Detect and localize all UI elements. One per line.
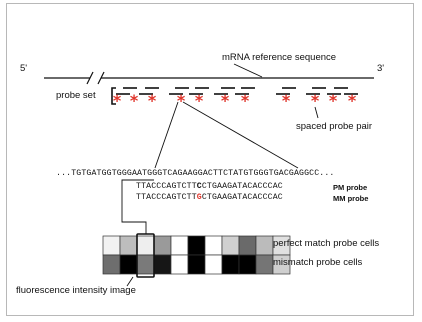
- pm-probe-label: PM probe: [333, 183, 368, 192]
- three-prime-label: 3': [377, 63, 385, 74]
- star-icon: *: [147, 91, 157, 110]
- reference-line: [44, 72, 374, 84]
- mismatch-cell: [137, 255, 154, 274]
- reference-sequence-label: mRNA reference sequence: [222, 52, 337, 63]
- mismatch-star-icons: [113, 91, 357, 110]
- perfect-match-cell: [103, 236, 120, 255]
- mismatch-cell: [120, 255, 137, 274]
- star-icon: *: [347, 91, 357, 110]
- zoom-lines: [155, 102, 298, 168]
- fluorescence-image-label: fluorescence intensity image: [16, 285, 136, 296]
- probe-cell-grid: [103, 236, 290, 274]
- mismatch-cell: [188, 255, 205, 274]
- mismatch-cell: [171, 255, 188, 274]
- perfect-match-cell: [188, 236, 205, 255]
- probe-set-label: probe set: [56, 90, 96, 101]
- star-icon: *: [281, 91, 291, 110]
- spaced-probe-pair-label: spaced probe pair: [296, 121, 373, 132]
- mismatch-cell: [205, 255, 222, 274]
- star-icon: *: [176, 91, 186, 110]
- perfect-match-cell: [256, 236, 273, 255]
- reference-leader: [234, 64, 262, 77]
- mismatch-cell: [222, 255, 239, 274]
- perfect-match-cell: [171, 236, 188, 255]
- mm-probe-sequence: TTACCCAGTCTTGCTGAAGATACACCCAC: [136, 193, 283, 202]
- star-icon: *: [220, 91, 230, 110]
- perfect-match-cell: [222, 236, 239, 255]
- star-icon: *: [240, 91, 250, 110]
- star-icon: *: [129, 91, 139, 110]
- perfect-match-cell: [120, 236, 137, 255]
- perfect-match-cell: [154, 236, 171, 255]
- mismatch-cell: [154, 255, 171, 274]
- five-prime-label: 5': [20, 63, 28, 74]
- mismatch-cell: [256, 255, 273, 274]
- perfect-match-cell: [239, 236, 256, 255]
- reference-sequence-text: ...TGTGATGGTGGGAATGGGTCAGAAGGACTTCTATGTGGGTGACGAGGCC...: [56, 169, 335, 178]
- mismatch-cells-label: mismatch probe cells: [273, 257, 363, 268]
- star-icon: *: [112, 91, 122, 110]
- mismatch-cell: [103, 255, 120, 274]
- pm-probe-sequence: TTACCCAGTCTTCCTGAAGATACACCCAC: [136, 182, 283, 191]
- mismatch-cell: [239, 255, 256, 274]
- star-icon: *: [328, 91, 338, 110]
- perfect-match-cell: [205, 236, 222, 255]
- mm-probe-label: MM probe: [333, 194, 369, 203]
- star-icon: *: [310, 91, 320, 110]
- perfect-match-cell: [137, 236, 154, 255]
- star-icon: *: [194, 91, 204, 110]
- perfect-match-cells-label: perfect match probe cells: [273, 238, 380, 249]
